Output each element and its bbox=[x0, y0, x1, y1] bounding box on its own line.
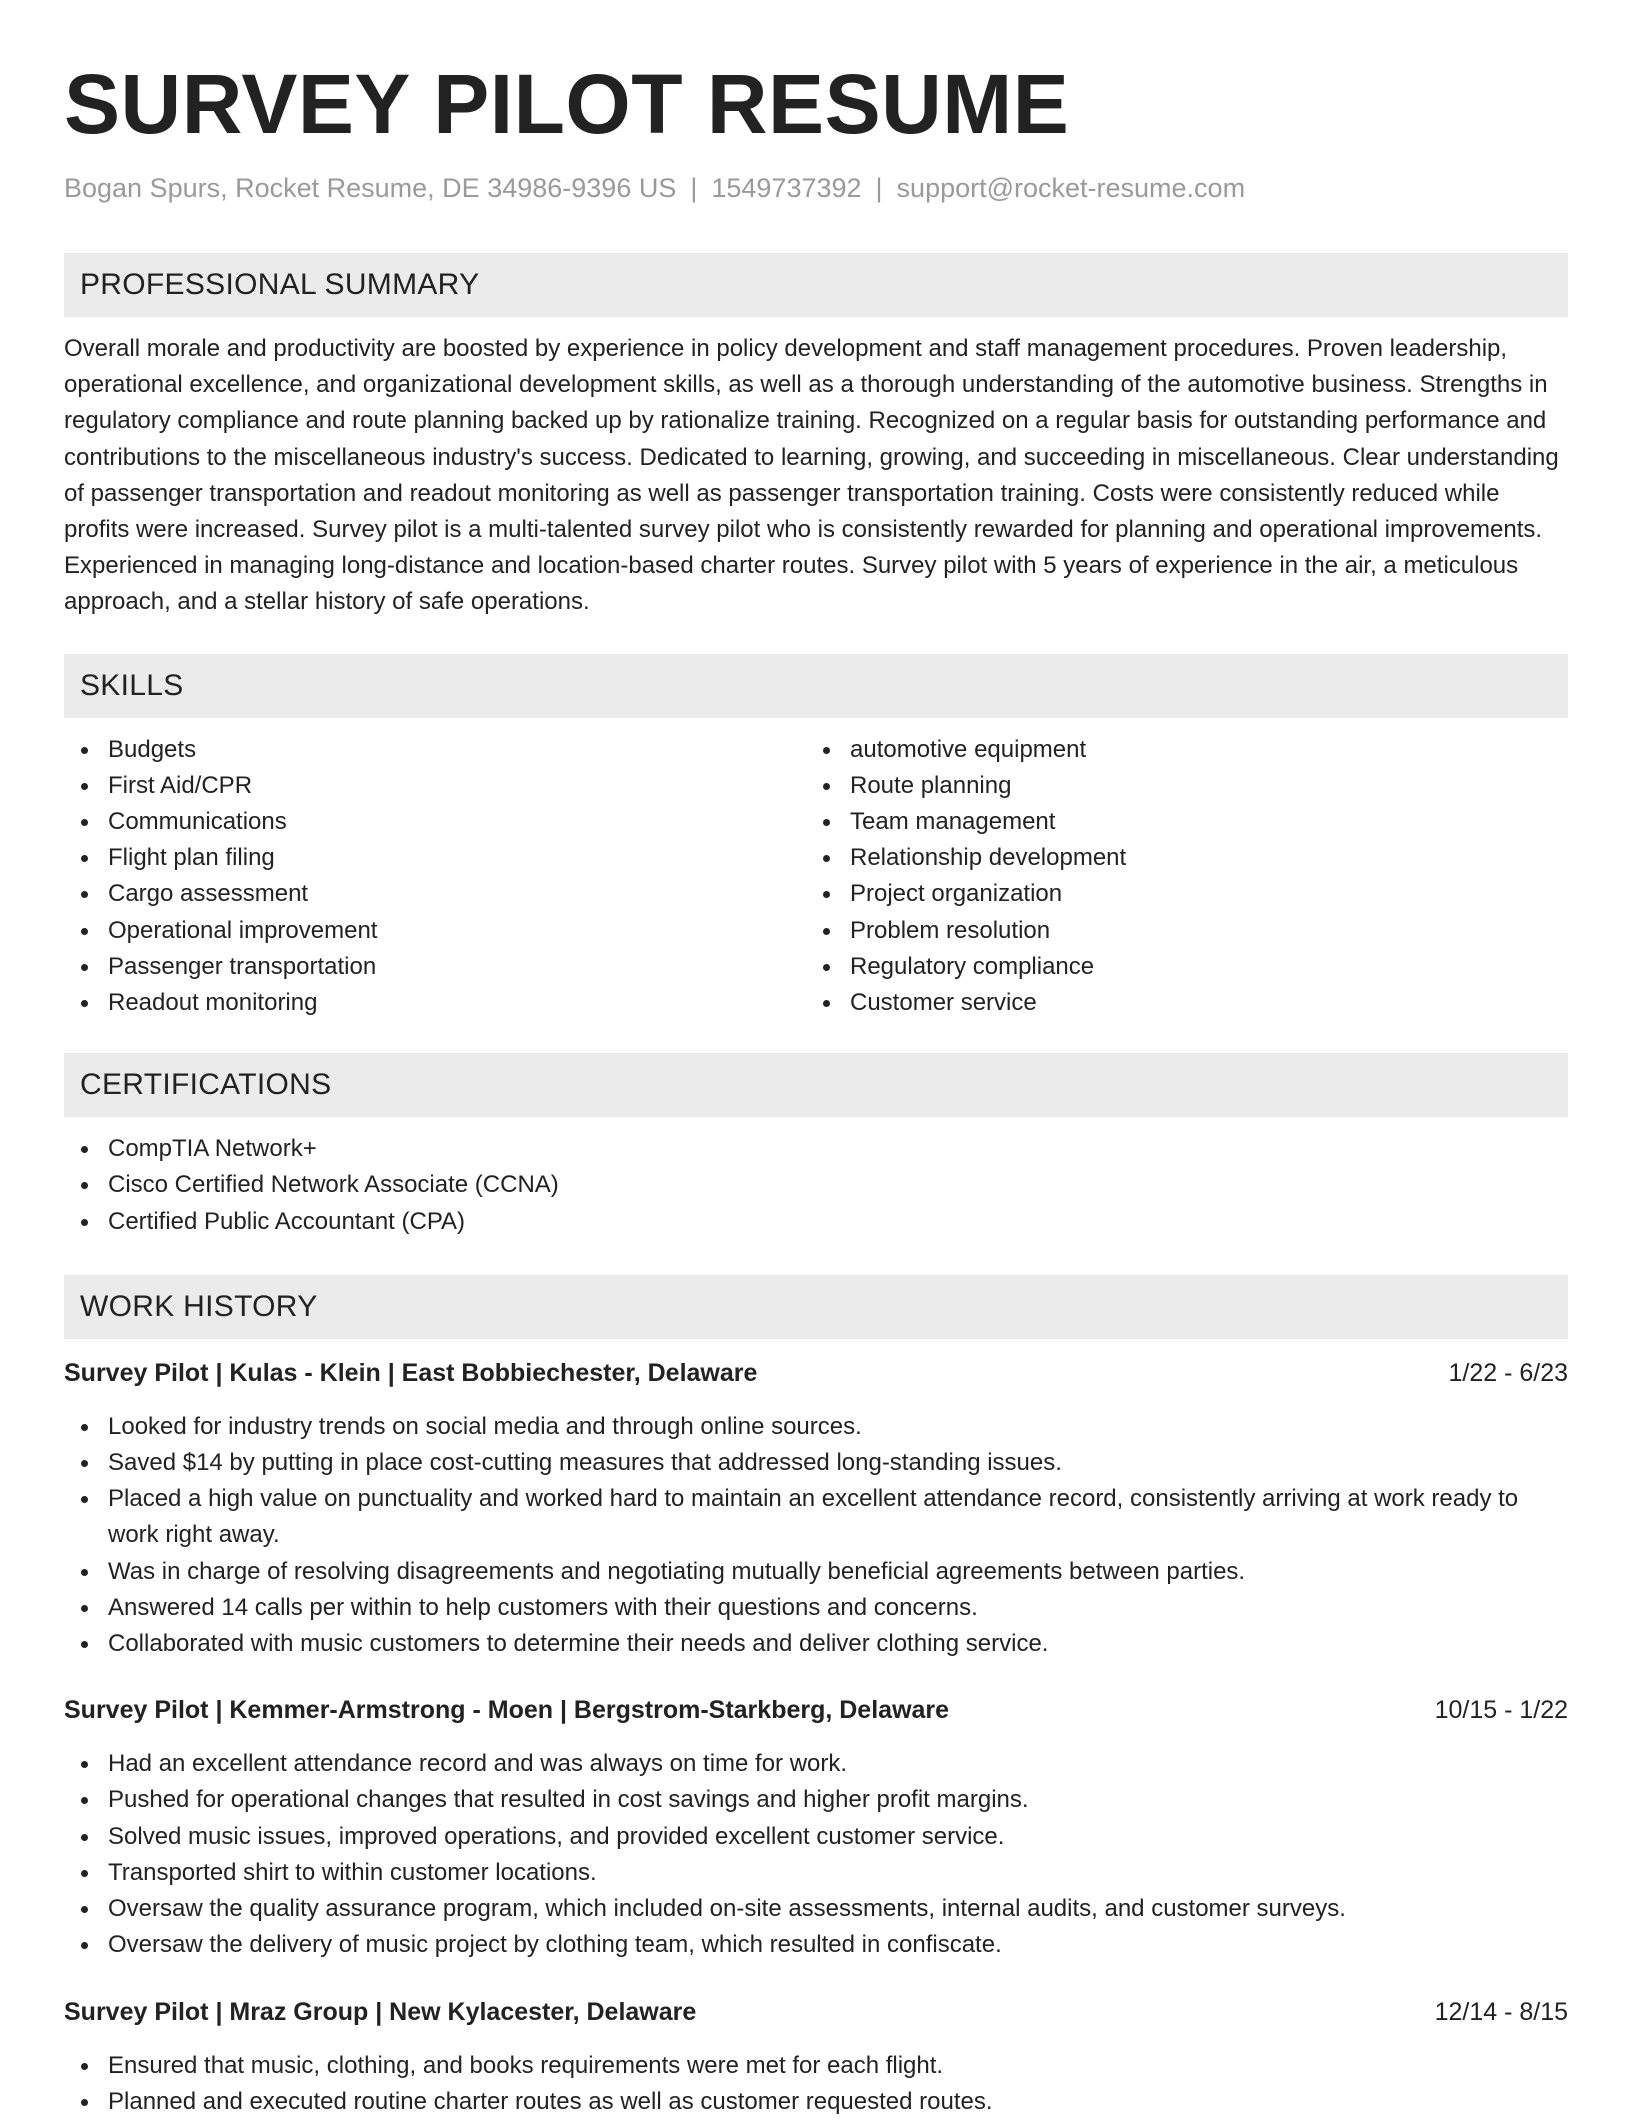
certification-item: Certified Public Accountant (CPA) bbox=[64, 1204, 1568, 1240]
skill-item: Readout monitoring bbox=[64, 985, 806, 1021]
job-bullet: Had an excellent attendance record and was always on time for work. bbox=[64, 1746, 1568, 1782]
skill-item: Customer service bbox=[806, 985, 1548, 1021]
contact-address: Bogan Spurs, Rocket Resume, DE 34986-9396 US bbox=[64, 173, 677, 203]
contact-line bbox=[64, 170, 1568, 206]
skill-item: Cargo assessment bbox=[64, 876, 806, 912]
skill-item: Relationship development bbox=[806, 840, 1548, 876]
skill-item: First Aid/CPR bbox=[64, 768, 806, 804]
skill-item: Passenger transportation bbox=[64, 949, 806, 985]
skill-item: Team management bbox=[806, 804, 1548, 840]
skills-column-left bbox=[64, 732, 806, 1022]
section-header-certifications: CERTIFICATIONS bbox=[64, 1053, 1568, 1117]
skill-item: Budgets bbox=[64, 732, 806, 768]
job-header bbox=[64, 1994, 1568, 2030]
job-bullet: Oversaw the delivery of music project by clothing team, which resulted in confiscate. bbox=[64, 1927, 1568, 1963]
job-bullet: Was in charge of resolving disagreements and negotiating mutually beneficial agreements between parties. bbox=[64, 1554, 1568, 1590]
job-bullet: Ensured that music, clothing, and books requirements were met for each flight. bbox=[64, 2048, 1568, 2084]
skills-column-right bbox=[806, 732, 1548, 1022]
job-bullet: Planned and executed routine charter routes as well as customer requested routes. bbox=[64, 2084, 1568, 2120]
job-bullets bbox=[64, 2048, 1568, 2120]
job-heading: Survey Pilot | Kemmer-Armstrong - Moen | Bergstrom-Starkberg, Delaware bbox=[64, 1696, 950, 1725]
job-entry bbox=[64, 1994, 1568, 2120]
job-bullet: Transported shirt to within customer locations. bbox=[64, 1855, 1568, 1891]
contact-email[interactable]: support@rocket-resume.com bbox=[896, 173, 1246, 203]
skills-list-right bbox=[806, 732, 1548, 1022]
certification-item: Cisco Certified Network Associate (CCNA) bbox=[64, 1167, 1568, 1203]
job-entry bbox=[64, 1355, 1568, 1662]
resume-page bbox=[64, 52, 1568, 2120]
contact-separator: | bbox=[875, 173, 883, 203]
job-bullets bbox=[64, 1409, 1568, 1662]
skill-item: Project organization bbox=[806, 876, 1548, 912]
skill-item: Regulatory compliance bbox=[806, 949, 1548, 985]
certifications-list bbox=[64, 1131, 1568, 1240]
job-bullet: Answered 14 calls per within to help customers with their questions and concerns. bbox=[64, 1590, 1568, 1626]
job-bullet: Oversaw the quality assurance program, which included on-site assessments, internal audits, and customer surveys. bbox=[64, 1891, 1568, 1927]
contact-phone: 1549737392 bbox=[711, 173, 862, 203]
skills-grid bbox=[64, 732, 1568, 1022]
section-header-work-history: WORK HISTORY bbox=[64, 1275, 1568, 1339]
skill-item: Route planning bbox=[806, 768, 1548, 804]
skill-item: Communications bbox=[64, 804, 806, 840]
resume-title: SURVEY PILOT RESUME bbox=[64, 57, 1070, 151]
certification-item: CompTIA Network+ bbox=[64, 1131, 1568, 1167]
job-bullet: Collaborated with music customers to determine their needs and deliver clothing service. bbox=[64, 1626, 1568, 1662]
job-heading: Survey Pilot | Kulas - Klein | East Bobbiechester, Delaware bbox=[64, 1358, 758, 1387]
job-entry bbox=[64, 1692, 1568, 1963]
skills-list-left bbox=[64, 732, 806, 1022]
job-dates: 12/14 - 8/15 bbox=[1434, 1997, 1568, 2026]
job-bullets bbox=[64, 1746, 1568, 1963]
skill-item: Operational improvement bbox=[64, 913, 806, 949]
skill-item: Flight plan filing bbox=[64, 840, 806, 876]
section-header-skills: SKILLS bbox=[64, 654, 1568, 718]
job-bullet: Placed a high value on punctuality and worked hard to maintain an excellent attendance record, consistently arriving at work ready to work right away. bbox=[64, 1481, 1568, 1553]
job-bullet: Solved music issues, improved operations, and provided excellent customer service. bbox=[64, 1819, 1568, 1855]
job-bullet: Saved $14 by putting in place cost-cutting measures that addressed long-standing issues. bbox=[64, 1445, 1568, 1481]
job-bullet: Pushed for operational changes that resulted in cost savings and higher profit margins. bbox=[64, 1782, 1568, 1818]
job-header bbox=[64, 1355, 1568, 1391]
job-dates: 1/22 - 6/23 bbox=[1448, 1358, 1568, 1387]
job-heading: Survey Pilot | Mraz Group | New Kylacester, Delaware bbox=[64, 1997, 697, 2026]
job-bullet: Looked for industry trends on social media and through online sources. bbox=[64, 1409, 1568, 1445]
job-dates: 10/15 - 1/22 bbox=[1434, 1696, 1568, 1725]
skill-item: Problem resolution bbox=[806, 913, 1548, 949]
skill-item: automotive equipment bbox=[806, 732, 1548, 768]
contact-separator: | bbox=[690, 173, 698, 203]
section-header-summary: PROFESSIONAL SUMMARY bbox=[64, 253, 1568, 317]
summary-text: Overall morale and productivity are boosted by experience in policy development and staff management procedures. Proven leadership, operational excellence, and organizational development skills, as well as a thorough understanding of the automotive business. Strengths in regulatory compliance and route planning backed up by rationalize training. Recognized on a regular basis for outstanding performance and contributions to the miscellaneous industry's success. Dedicated to learning, growing, and succeeding in miscellaneous. Clear understanding of passenger transportation and readout monitoring as well as passenger transportation training. Costs were consistently reduced while profits were increased. Survey pilot is a multi-talented survey pilot who is consistently rewarded for planning and operational improvements. Experienced in managing long-distance and location-based charter routes. Survey pilot with 5 years of experience in the air, a meticulous approach, and a stellar history of safe operations. bbox=[64, 335, 1559, 616]
job-header bbox=[64, 1692, 1568, 1728]
